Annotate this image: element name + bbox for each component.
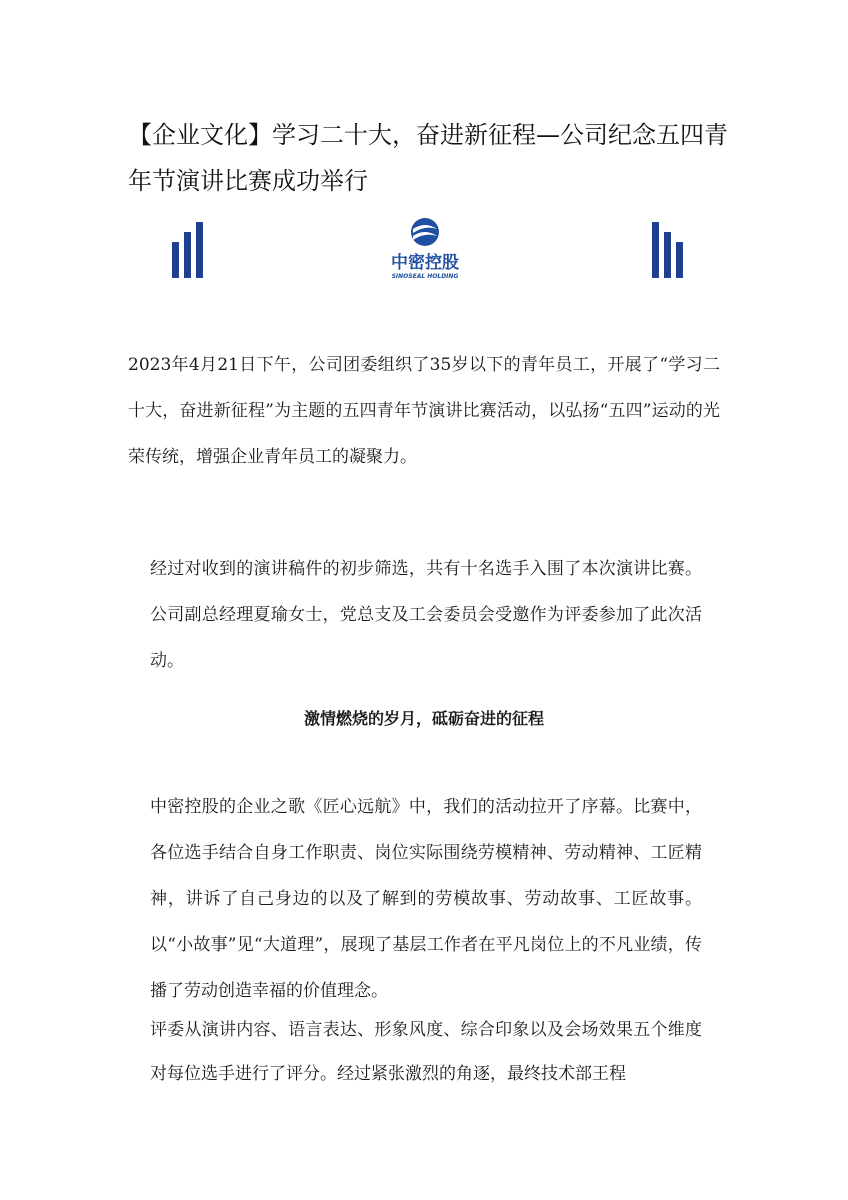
sinoseal-logo-icon	[380, 212, 470, 282]
article-title: 【企业文化】学习二十大，奋进新征程—公司纪念五四青年节演讲比赛成功举行	[128, 121, 728, 195]
sinoseal-logo	[380, 212, 470, 282]
logo-chinese-text: 中密控股	[391, 253, 459, 273]
paragraph-competition: 中密控股的企业之歌《匠心远航》中，我们的活动拉开了序幕。比赛中，各位选手结合自身工作职责、岗位实际围绕劳模精神、劳动精神、工匠精神，讲诉了自己身边的以及了解到的劳模故事、劳动故事、工匠故事。以“小故事”见“大道理”，展现了基层工作者在平凡岗位上的不凡业绩，传播了劳动创造幸福的价值理念。	[150, 797, 702, 1001]
paragraph-selection: 经过对收到的演讲稿件的初步筛选，共有十名选手入围了本次演讲比赛。公司副总经理夏瑜女士，党总支及工会委员会受邀作为评委参加了此次活动。	[150, 559, 702, 671]
paragraph-judging: 评委从演讲内容、语言表达、形象风度、综合印象以及会场效果五个维度对每位选手进行了评分。经过紧张激烈的角逐，最终技术部王程	[150, 1020, 702, 1084]
logo-english-text: SINOSEAL HOLDING	[391, 273, 459, 280]
bar-chart-decoration-icon	[652, 222, 688, 278]
section-heading: 激情燃烧的岁月，砥砺奋进的征程	[303, 709, 544, 728]
bar-chart-decoration-icon	[172, 222, 208, 278]
paragraph-intro: 2023年4月21日下午，公司团委组织了35岁以下的青年员工，开展了“学习二十大，奋进新征程”为主题的五四青年节演讲比赛活动，以弘扬“五四”运动的光荣传统，增强企业青年员工的凝聚力。	[128, 355, 720, 467]
